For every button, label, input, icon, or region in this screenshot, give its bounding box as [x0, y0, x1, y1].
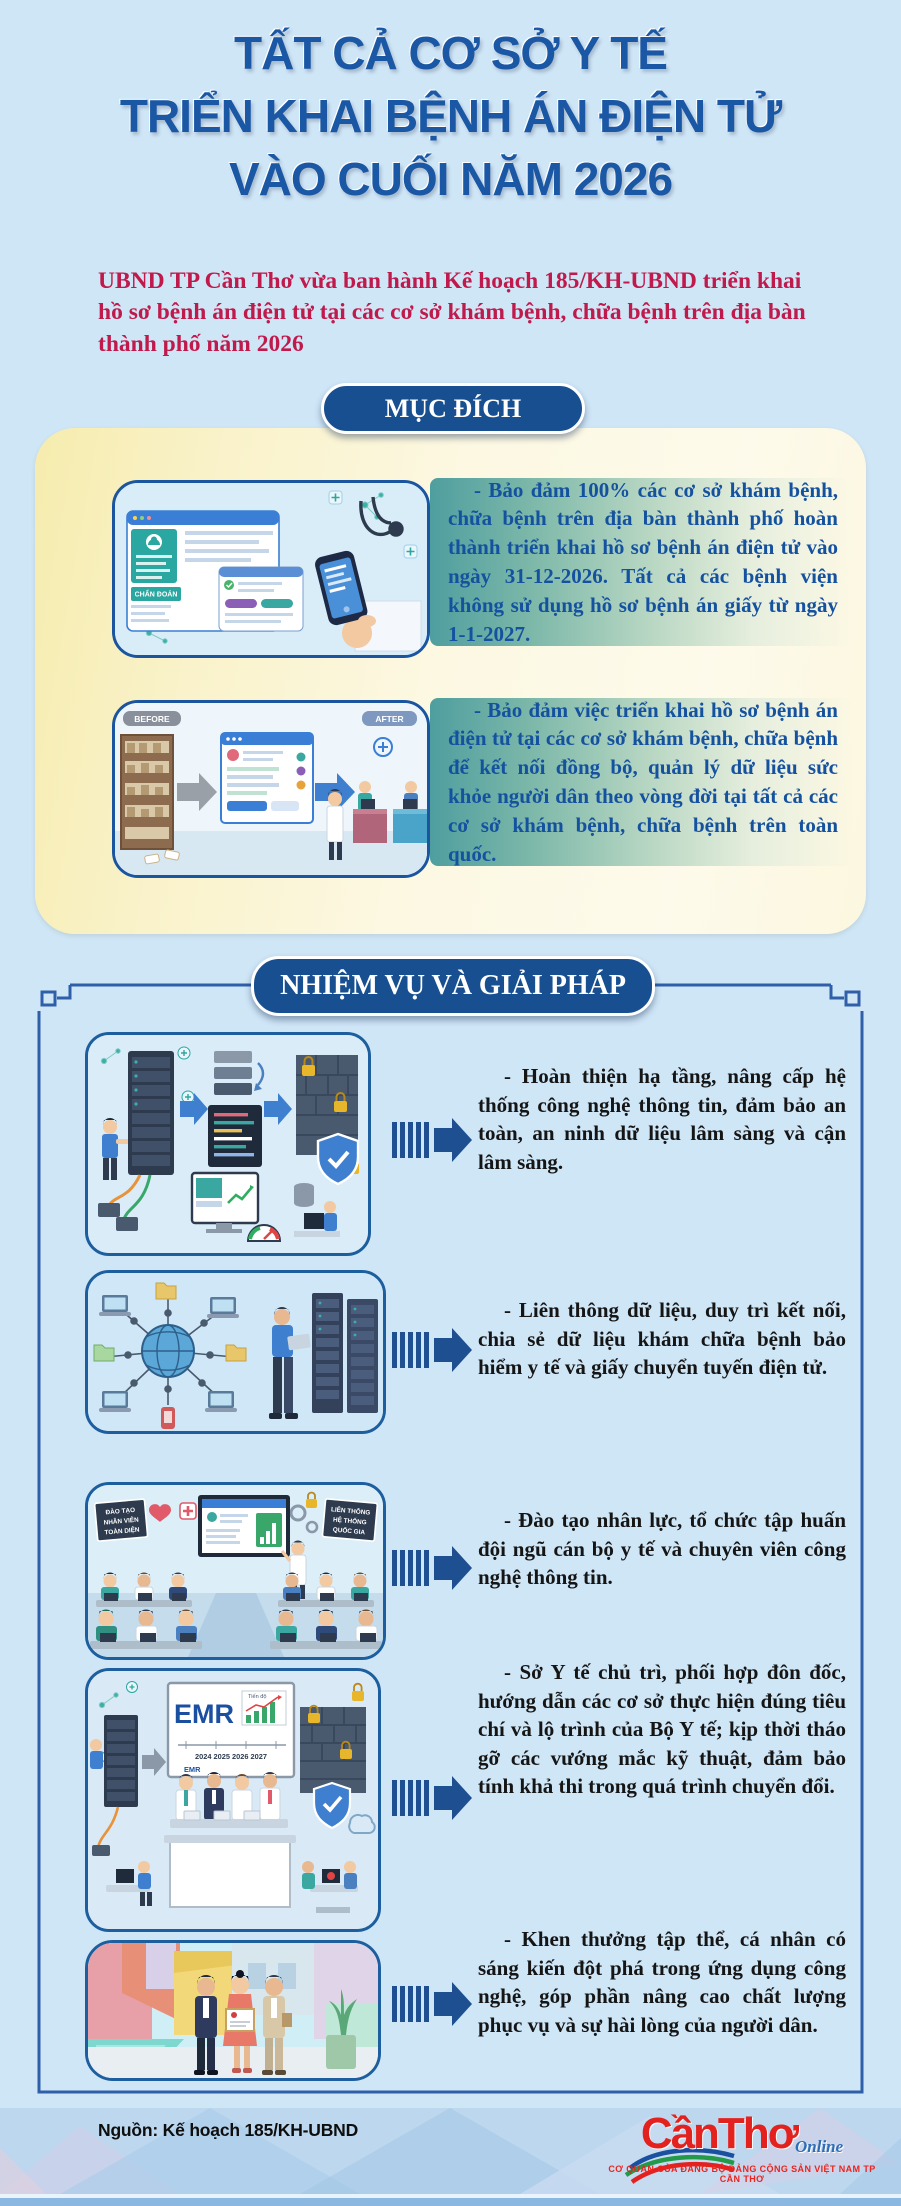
chan-doan-label: CHẨN ĐOÁN: [134, 591, 178, 599]
purpose-illustration-2: [112, 700, 430, 878]
purpose-heading-pill: MỤC ĐÍCH: [321, 383, 585, 434]
training-classroom-illustration: [88, 1485, 383, 1657]
purpose-text-strip-2: [430, 698, 854, 866]
emr-roadmap-illustration: [88, 1671, 378, 1929]
svg-text:HỆ THỐNG: HỆ THỐNG: [332, 1516, 367, 1527]
title-line-3: VÀO CUỐI NĂM 2026: [228, 153, 673, 206]
purpose-item-1-text: - Bảo đảm 100% các cơ sở khám bệnh, chữa bệnh trên địa bàn thành phố hoàn thành triển khai hồ sơ bệnh án điện tử vào ngày 31-12-2026. Tất cả các bệnh viện không sử dụng hồ sơ bệnh án giấy từ ngày 1-1-2027.: [448, 477, 838, 646]
task-5-illustration: [85, 1940, 381, 2081]
intro-paragraph: [98, 266, 814, 360]
task-3-illustration: [85, 1482, 386, 1660]
footer-bottom-strip: [0, 2198, 901, 2206]
svg-text:ĐÀO TẠO: ĐÀO TẠO: [105, 1506, 136, 1517]
paper-archive-shelf: [121, 735, 180, 864]
after-label-pill: [362, 711, 417, 726]
title-line-2: TRIỂN KHAI BỆNH ÁN ĐIỆN TỬ: [119, 90, 782, 143]
task-3-text: - Đào tạo nhân lực, tổ chức tập huấn đội ngũ cán bộ y tế và chuyên viên công nghệ thông tin.: [478, 1508, 846, 1590]
data-network-illustration: [88, 1273, 383, 1431]
purpose-text-strip-1: [430, 478, 854, 646]
task-4-illustration: [85, 1668, 381, 1932]
presentation-table: [164, 1835, 296, 1907]
task-2-illustration: [85, 1270, 386, 1434]
arrow-icon: [392, 1328, 472, 1372]
svg-text:BEFORE: BEFORE: [134, 713, 170, 724]
task-4-text: - Sở Y tế chủ trì, phối hợp đôn đốc, hướng dẫn các cơ sở thực hiện đúng tiêu chí và lộ trình của Bộ Y tế; kịp thời tháo gỡ các vướng mắc kỹ thuật, đảm bảo tính khả thi trong quá trình chuyển đổi.: [478, 1660, 846, 1799]
svg-text:AFTER: AFTER: [375, 713, 404, 724]
task-1-illustration: [85, 1032, 371, 1256]
emr-whiteboard: [168, 1683, 294, 1777]
arrow-icon: [392, 1982, 472, 2026]
task-2-text: - Liên thông dữ liệu, duy trì kết nối, chia sẻ dữ liệu khám chữa bệnh bảo hiểm y tế và giấy chuyển tuyến điện tử.: [478, 1298, 846, 1380]
source-note: Nguồn: Kế hoạch 185/KH-UBND: [98, 2120, 359, 2140]
arrow-icon: [392, 1118, 472, 1162]
ehr-screen: [221, 733, 313, 823]
database-icon: [294, 1183, 314, 1207]
before-label-pill: [123, 711, 181, 726]
purpose-illustration-1: [112, 480, 430, 658]
tasks-heading-pill: NHIỆM VỤ VÀ GIẢI PHÁP: [251, 956, 655, 1016]
task-1-text: - Hoàn thiện hạ tầng, nâng cấp hệ thống công nghệ thông tin, đảm bảo an toàn, an ninh dữ liệu lâm sàng và cận lâm sàng.: [478, 1064, 846, 1174]
svg-text:TOÀN DIỆN: TOÀN DIỆN: [104, 1526, 140, 1537]
training-poster-right: [322, 1499, 377, 1541]
certificate: [226, 2009, 254, 2031]
training-poster-left: [95, 1499, 148, 1541]
ehr-secondary-window: [219, 567, 303, 631]
globe-icon: [142, 1325, 194, 1377]
intro-line-2: hồ sơ bệnh án điện tử tại các cơ sở khám bệnh, chữa bệnh trên địa bàn: [98, 299, 806, 326]
purpose-item-2-text: - Bảo đảm việc triển khai hồ sơ bệnh án điện tử tại các cơ sở khám bệnh, chữa bệnh để kết nối đồng bộ, quản lý dữ liệu sức khỏe người dân theo vòng đời tại tất cả các cơ sở khám bệnh, chữa bệnh trên toàn quốc.: [448, 697, 838, 866]
it-infrastructure-illustration: [88, 1035, 368, 1253]
task-5-text: - Khen thưởng tập thể, cá nhân có sáng kiến đột phá trong ứng dụng công nghệ, góp phần nâng cao chất lượng phục vụ và sự hài lòng của người dân.: [478, 1927, 846, 2037]
arrow-icon: [392, 1546, 472, 1590]
before-after-illustration: [115, 703, 427, 875]
title-line-1: TẤT CẢ CƠ SỞ Y TẾ: [234, 27, 667, 79]
logo-online-suffix: Online: [794, 2137, 844, 2156]
ehr-dashboard-illustration: [115, 483, 427, 655]
award-ceremony-illustration: [88, 1943, 378, 2078]
logo-tagline: CƠ QUAN CỦA ĐẢNG BỘ ĐẢNG CỘNG SẢN VIỆT NAM TP CẦN THƠ: [608, 2164, 876, 2184]
arrow-icon: [392, 1776, 472, 1820]
svg-text:Tiến độ: Tiến độ: [248, 1694, 267, 1700]
emr-board-sublabel: EMR: [184, 1765, 201, 1774]
svg-text:NHÂN VIÊN: NHÂN VIÊN: [103, 1516, 140, 1527]
emr-board-title: EMR: [174, 1699, 234, 1729]
page-title: [0, 22, 901, 211]
timeline-years: 2024 2025 2026 2027: [195, 1752, 267, 1761]
cantho-logo: [608, 2109, 876, 2192]
svg-text:QUỐC GIA: QUỐC GIA: [332, 1526, 366, 1537]
svg-text:LIÊN THÔNG: LIÊN THÔNG: [330, 1506, 371, 1517]
intro-line-3: thành phố năm 2026: [98, 330, 304, 357]
presentation-screen: [198, 1495, 290, 1557]
logo-wordmark: CầnThơOnline: [640, 2109, 844, 2158]
phone-node: [161, 1407, 175, 1429]
intro-line-1: UBND TP Cần Thơ vừa ban hành Kế hoạch 185/KH-UBND triển khai: [98, 268, 802, 294]
progress-mini-chart: [242, 1691, 286, 1725]
